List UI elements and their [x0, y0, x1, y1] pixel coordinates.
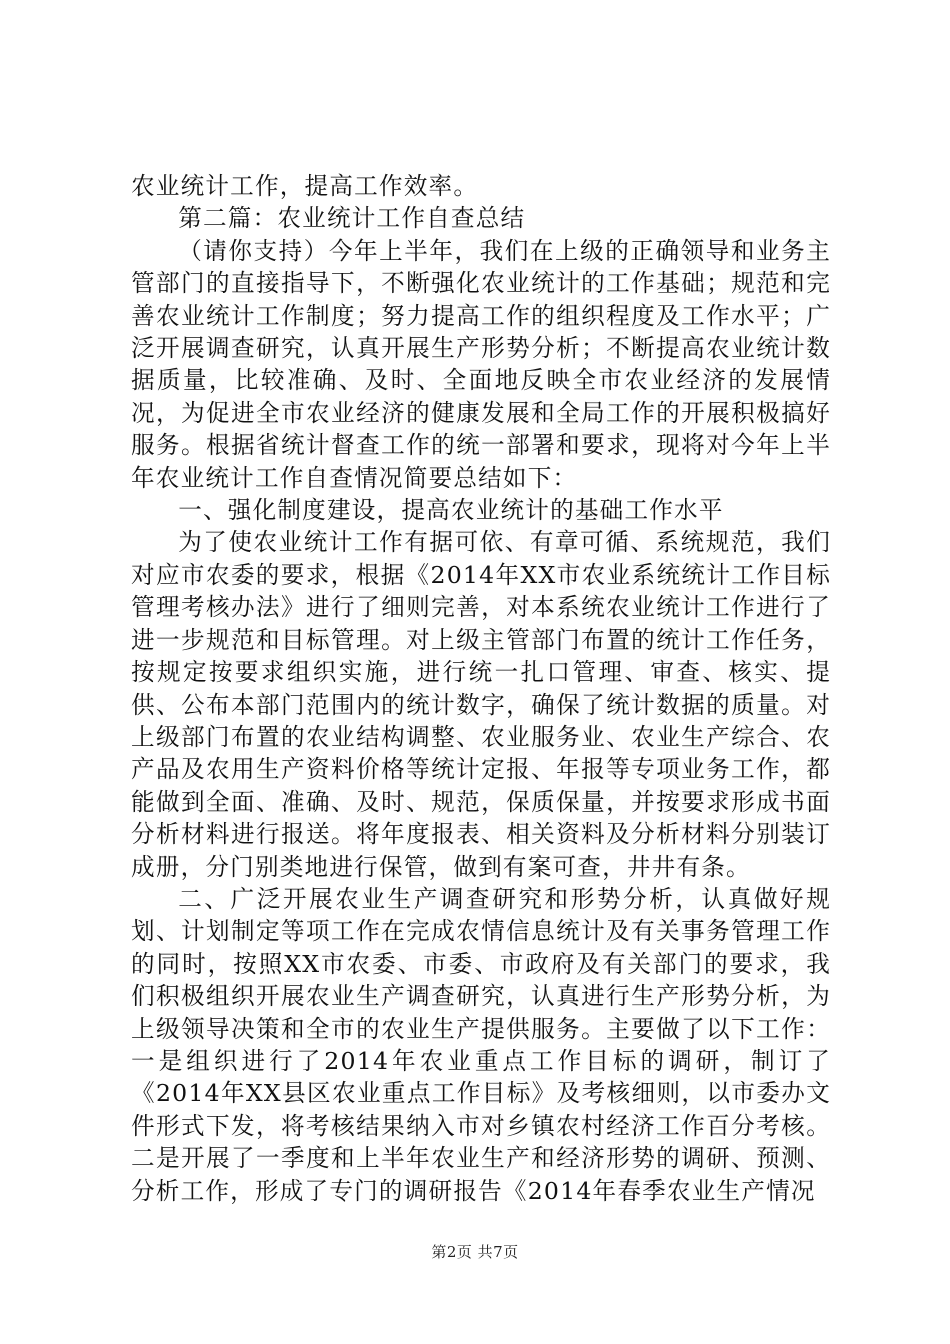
intro-paragraph: （请你支持）今年上半年，我们在上级的正确领导和业务主管部门的直接指导下，不断强化农业统计的工作基础；规范和完善农业统计工作制度；努力提高工作的组织程度及工作水平；广泛开展调查研究，认真开展生产形势分析；不断提高农业统计数据质量，比较准确、及时、全面地反映全市农业经济的发展情况，为促进全市农业经济的健康发展和全局工作的开展积极搞好服务。根据省统计督查工作的统一部署和要求，现将对今年上半年农业统计工作自查情况简要总结如下：: [131, 236, 831, 492]
body-paragraph-2: 二、广泛开展农业生产调查研究和形势分析，认真做好规划、计划制定等项工作在完成农情信息统计及有关事务管理工作的同时，按照XX市农委、市委、市政府及有关部门的要求，我们积极组织开展农业生产调查研究，认真进行生产形势分析，为上级领导决策和全市的农业生产提供服务。主要做了以下工作：一是组织进行了2014年农业重点工作目标的调研，制订了《2014年XX县区农业重点工作目标》及考核细则，以市委办文件形式下发，将考核结果纳入市对乡镇农村经济工作百分考核。二是开展了一季度和上半年农业生产和经济形势的调研、预测、分析工作，形成了专门的调研报告《2014年春季农业生产情况: [131, 884, 831, 1205]
subsection-heading-1: 一、强化制度建设，提高农业统计的基础工作水平: [178, 496, 724, 525]
paragraph-continuation: 农业统计工作，提高工作效率。: [131, 172, 479, 200]
section-heading: 第二篇：农业统计工作自查总结: [178, 204, 526, 233]
body-paragraph-1: 为了使农业统计工作有据可依、有章可循、系统规范，我们对应市农委的要求，根据《2014年XX市农业系统统计工作目标管理考核办法》进行了细则完善，对本系统农业统计工作进行了进一步规范和目标管理。对上级主管部门布置的统计工作任务，按规定按要求组织实施，进行统一扎口管理、审查、核实、提供、公布本部门范围内的统计数字，确保了统计数据的质量。对上级部门布置的农业结构调整、农业服务业、农业生产综合、农产品及农用生产资料价格等统计定报、年报等专项业务工作，都能做到全面、准确、及时、规范，保质保量，并按要求形成书面分析材料进行报送。将年度报表、相关资料及分析材料分别装订成册，分门别类地进行保管，做到有案可查，井井有条。: [131, 528, 831, 881]
page-footer: 第2页 共7页: [431, 1243, 519, 1261]
document-body: [131, 170, 831, 1207]
